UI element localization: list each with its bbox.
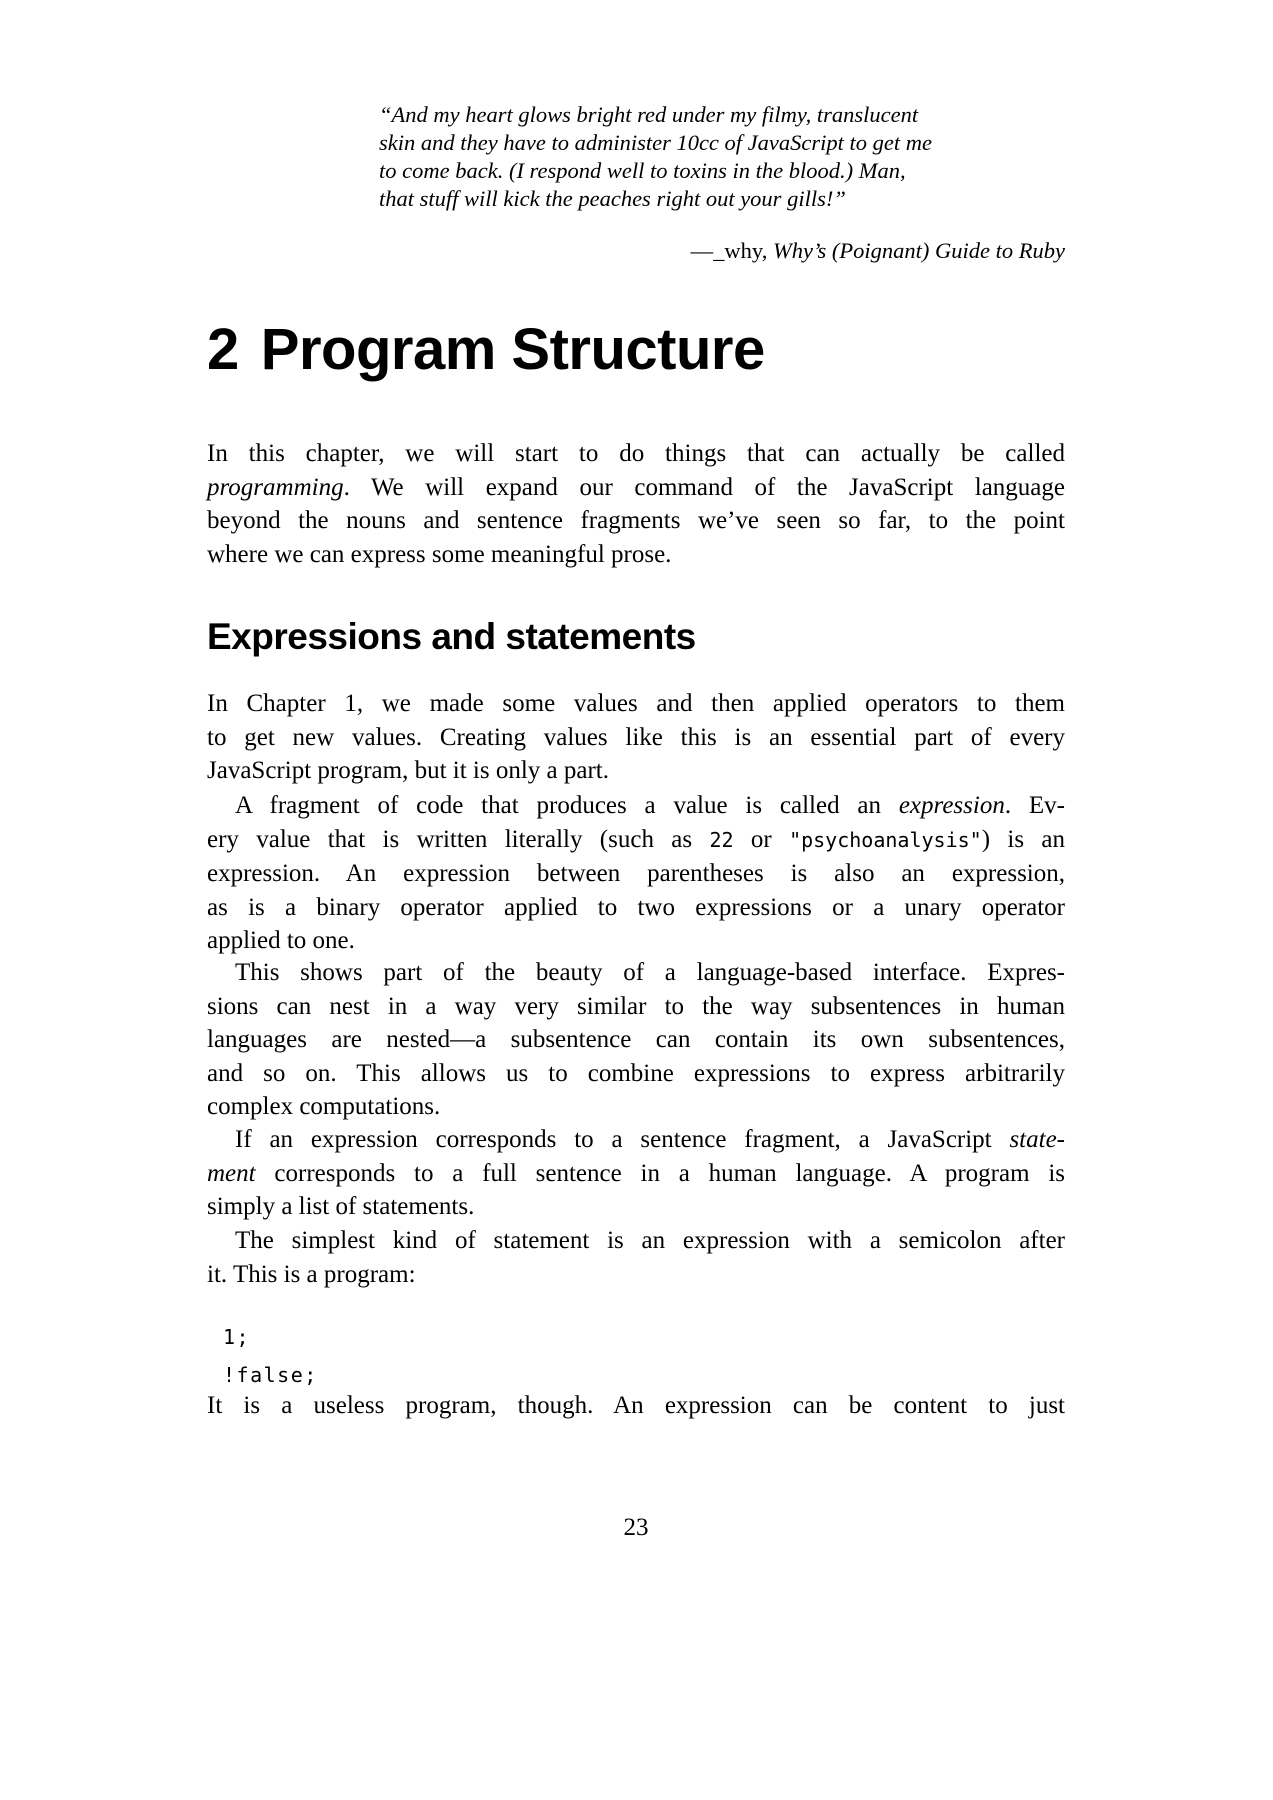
epigraph: [379, 101, 932, 213]
text-segment: If an expression corresponds to a sentence fragment, a JavaScript: [235, 1126, 1010, 1153]
text-segment: In this chapter, we will start to do things that can actually be called: [207, 440, 1065, 467]
chapter-number: 2: [207, 317, 239, 382]
text-line: [207, 1190, 1065, 1224]
text-line: [207, 1090, 1065, 1124]
text-segment: expression: [898, 792, 1005, 819]
text-line: [207, 1023, 1065, 1057]
text-line: [207, 721, 1065, 755]
text-segment: ment: [207, 1159, 256, 1187]
text-line: [207, 437, 1065, 471]
text-segment: state-: [1009, 1126, 1065, 1153]
inline-code: 22: [709, 827, 734, 852]
epigraph-line: “And my heart glows bright red under my filmy, translucent: [379, 102, 919, 127]
epigraph-line: to come back. (I respond well to toxins in the blood.) Man,: [379, 158, 906, 183]
text-line: [207, 924, 1065, 958]
text-line: [207, 538, 1065, 572]
text-segment: JavaScript program, but it is only a part.: [207, 757, 610, 784]
text-line: [207, 1057, 1065, 1091]
text-line: [207, 687, 1065, 721]
text-segment: corresponds to a full sentence in a human language. A program is: [255, 1159, 1065, 1187]
text-segment: This shows part of the beauty of a language-based interface. Expres-: [235, 959, 1065, 986]
page-number: 23: [623, 1514, 649, 1541]
inline-code: "psychoanalysis": [789, 827, 982, 852]
text-line: [207, 471, 1065, 505]
text-line: [207, 1123, 1065, 1157]
text-segment: it. This is a program:: [207, 1260, 416, 1288]
text-segment: It is a useless program, though. An expression can be content to just: [207, 1392, 1065, 1419]
paragraph: [207, 789, 1065, 958]
text-line: [207, 990, 1065, 1024]
paragraph: [207, 437, 1065, 571]
attribution-source: Why’s (Poignant) Guide to Ruby: [772, 238, 1065, 263]
text-segment: . Ev-: [1004, 792, 1065, 819]
text-segment: complex computations.: [207, 1093, 441, 1120]
paragraph: [207, 1224, 1065, 1291]
attribution-author: —_why,: [690, 238, 773, 263]
paragraph: [207, 956, 1065, 1124]
text-line: [207, 1258, 1065, 1292]
text-line: [207, 754, 1065, 788]
text-segment: languages are nested—a subsentence can contain its own subsentences,: [207, 1026, 1065, 1053]
text-line: [207, 823, 1065, 858]
text-segment: simply a list of statements.: [207, 1193, 475, 1220]
text-segment: sions can nest in a way very similar to the way subsentences in human: [207, 992, 1065, 1020]
chapter-heading: [207, 319, 765, 381]
text-line: [207, 504, 1065, 538]
chapter-title: Program Structure: [260, 317, 765, 382]
text-segment: . We will expand our command of the JavaScript language: [343, 473, 1065, 501]
epigraph-quote: [379, 101, 932, 213]
code-line: !false;: [223, 1363, 318, 1387]
text-segment: to get new values. Creating values like this is an essential part of every: [207, 723, 1065, 751]
code-line: 1;: [223, 1325, 251, 1349]
paragraph: [207, 687, 1065, 788]
text-line: [207, 1157, 1065, 1191]
paragraph: [207, 1389, 1065, 1423]
text-line: [207, 789, 1065, 823]
text-segment: In Chapter 1, we made some values and then applied operators to them: [207, 690, 1065, 717]
text-line: [207, 1389, 1065, 1423]
code-block: [223, 1318, 318, 1394]
paragraph: [207, 1123, 1065, 1224]
text-segment: ) is an: [981, 825, 1065, 853]
text-segment: or: [733, 825, 790, 853]
text-segment: A fragment of code that produces a value is called an: [235, 792, 899, 819]
text-segment: The simplest kind of statement is an expression with a semicolon after: [235, 1227, 1065, 1254]
section-heading: Expressions and statements: [207, 616, 696, 657]
text-segment: applied to one.: [207, 927, 355, 954]
text-line: [207, 891, 1065, 925]
epigraph-line: that stuff will kick the peaches right out your gills!”: [379, 186, 846, 211]
text-line: [207, 857, 1065, 891]
text-segment: expression. An expression between parentheses is also an expression,: [207, 860, 1065, 887]
text-segment: where we can express some meaningful prose.: [207, 540, 672, 568]
text-segment: ery value that is written literally (such as: [207, 825, 710, 853]
text-segment: as is a binary operator applied to two expressions or a unary operator: [207, 893, 1065, 921]
text-line: [207, 1224, 1065, 1258]
text-segment: and so on. This allows us to combine expressions to express arbitrarily: [207, 1059, 1065, 1087]
text-segment: beyond the nouns and sentence fragments we’ve seen so far, to the point: [207, 507, 1065, 534]
text-segment: programming: [207, 473, 344, 501]
text-line: [207, 956, 1065, 990]
epigraph-line: skin and they have to administer 10cc of JavaScript to get me: [379, 130, 932, 155]
epigraph-attribution: [207, 238, 1065, 264]
